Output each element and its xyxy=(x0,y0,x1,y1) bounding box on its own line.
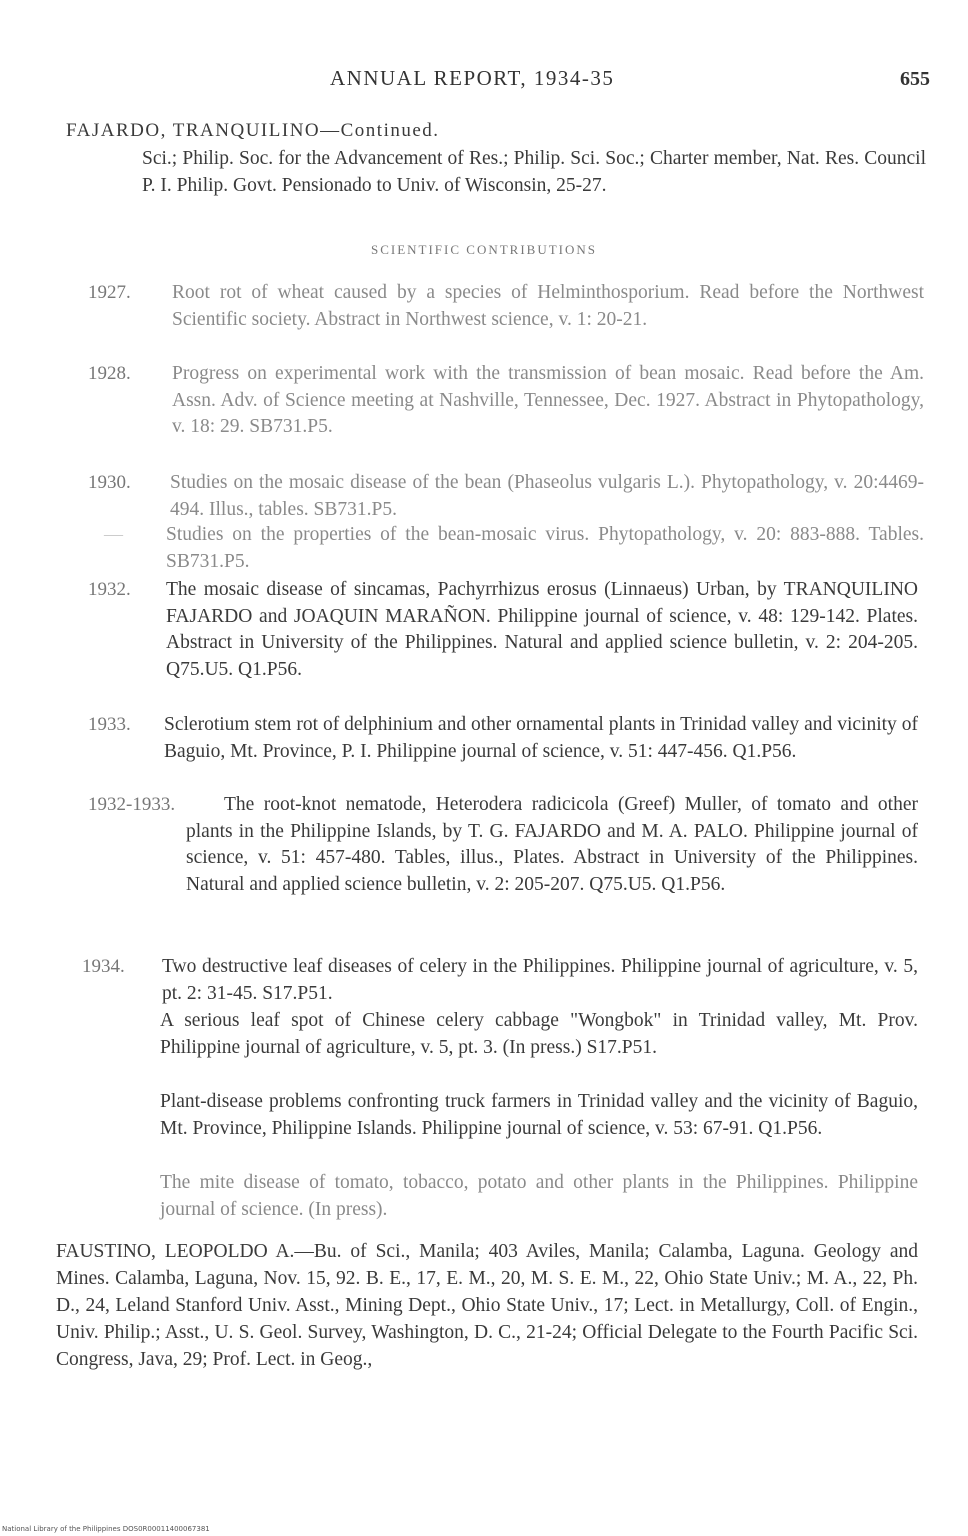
continued-text: Sci.; Philip. Soc. for the Advancement of Res.; Philip. Sci. Soc.; Charter member, Nat. Res. Council P. I. Philip. Govt. Pensionado to Univ. of Wisconsin, 25-27. xyxy=(142,148,926,196)
contribution-text: The mite disease of tomato, tobacco, potato and other plants in the Philippines. Philippine journal of science. (In press). xyxy=(160,1172,918,1220)
contribution-text: Studies on the properties of the bean-mosaic virus. Phytopathology, v. 20: 883-888. Tables. SB731.P5. xyxy=(166,524,924,572)
contribution-year: 1934. xyxy=(82,956,125,977)
continued-heading: FAJARDO, TRANQUILINO—Continued. xyxy=(66,120,440,141)
contribution-year: 1930. xyxy=(88,472,131,493)
contribution-year: 1928. xyxy=(88,363,131,384)
contribution-dash: — xyxy=(104,524,123,545)
footer-text: National Library of the Philippines DOS0R00011400067381 xyxy=(2,1525,210,1533)
contribution-text: Studies on the mosaic disease of the bean (Phaseolus vulgaris L.). Phytopathology, v. 20:4469-494. Illus., tables. SB731.P5. xyxy=(170,472,924,520)
section-heading: SCIENTIFIC CONTRIBUTIONS xyxy=(370,242,598,257)
contribution-text: Two destructive leaf diseases of celery in the Philippines. Philippine journal of agriculture, v. 5, pt. 2: 31-45. S17.P51. xyxy=(162,956,918,1004)
contribution-text: Plant-disease problems confronting truck farmers in Trinidad valley and the vicinity of Baguio, Mt. Province, Philippine Islands. Philippine journal of science, v. 53: 67-91. Q1.P56. xyxy=(160,1091,918,1139)
contribution-text: The mosaic disease of sincamas, Pachyrrhizus erosus (Linnaeus) Urban, by TRANQUILINO FAJARDO and JOAQUIN MARAÑON. Philippine journal of science, v. 48: 129-142. Plates. Abstract in University of the Philippines. Natural and applied science bulletin, v. 2: 204-205. Q75.U5. Q1.P56. xyxy=(166,579,918,680)
running-head-title: ANNUAL REPORT, 1934-35 xyxy=(330,66,615,90)
contribution-text: Root rot of wheat caused by a species of Helminthosporium. Read before the Northwest Scientific society. Abstract in Northwest science, v. 1: 20-21. xyxy=(172,282,924,330)
contribution-text: Progress on experimental work with the transmission of bean mosaic. Read before the Am. Assn. Adv. of Science meeting at Nashville, Tennessee, Dec. 1927. Abstract in Phytopathology, v. 18: 29. SB731.P5. xyxy=(172,363,924,437)
contribution-text: Sclerotium stem rot of delphinium and other ornamental plants in Trinidad valley and vicinity of Baguio, Mt. Province, P. I. Philippine journal of science, v. 51: 447-456. Q1.P56. xyxy=(164,714,918,762)
contribution-year: 1932. xyxy=(88,579,131,600)
contribution-text: The root-knot nematode, Heterodera radicicola (Greef) Muller, of tomato and other plants in the Philippine Islands, by T. G. FAJARDO and M. A. PALO. Philippine journal of science, v. 51: 457-480. Tables, illus., Plates. Abstract in University of the Philippines. Natural and applied science bulletin, v. 2: 205-207. Q75.U5. Q1.P56. xyxy=(186,794,918,895)
running-head xyxy=(0,66,968,94)
contribution-year: 1927. xyxy=(88,282,131,303)
contribution-text: A serious leaf spot of Chinese celery cabbage "Wongbok" in Trinidad valley, Mt. Prov. Philippine journal of agriculture, v. 5, pt. 3. (In press.) S17.P51. xyxy=(160,1010,918,1058)
next-person-entry: FAUSTINO, LEOPOLDO A.—Bu. of Sci., Manila; 403 Aviles, Manila; Calamba, Laguna. Geology and Mines. Calamba, Laguna, Nov. 15, 92. B. E., 17, E. M., 20, M. S. E. M., 22, Ohio State Univ.; M. A., 22, Ph. D., 24, Leland Stanford Univ. Asst., Mining Dept., Ohio State Univ., 17; Lect. in Metallurgy, Coll. of Engin., Univ. Philip.; Asst., U. S. Geol. Survey, Washington, D. C., 21-24; Official Delegate to the Fourth Pacific Sci. Congress, Java, 29; Prof. Lect. in Geog., xyxy=(56,1241,918,1370)
page-number: 655 xyxy=(900,68,930,90)
contribution-year: 1933. xyxy=(88,714,131,735)
contribution-year: 1932-1933. xyxy=(88,794,176,815)
